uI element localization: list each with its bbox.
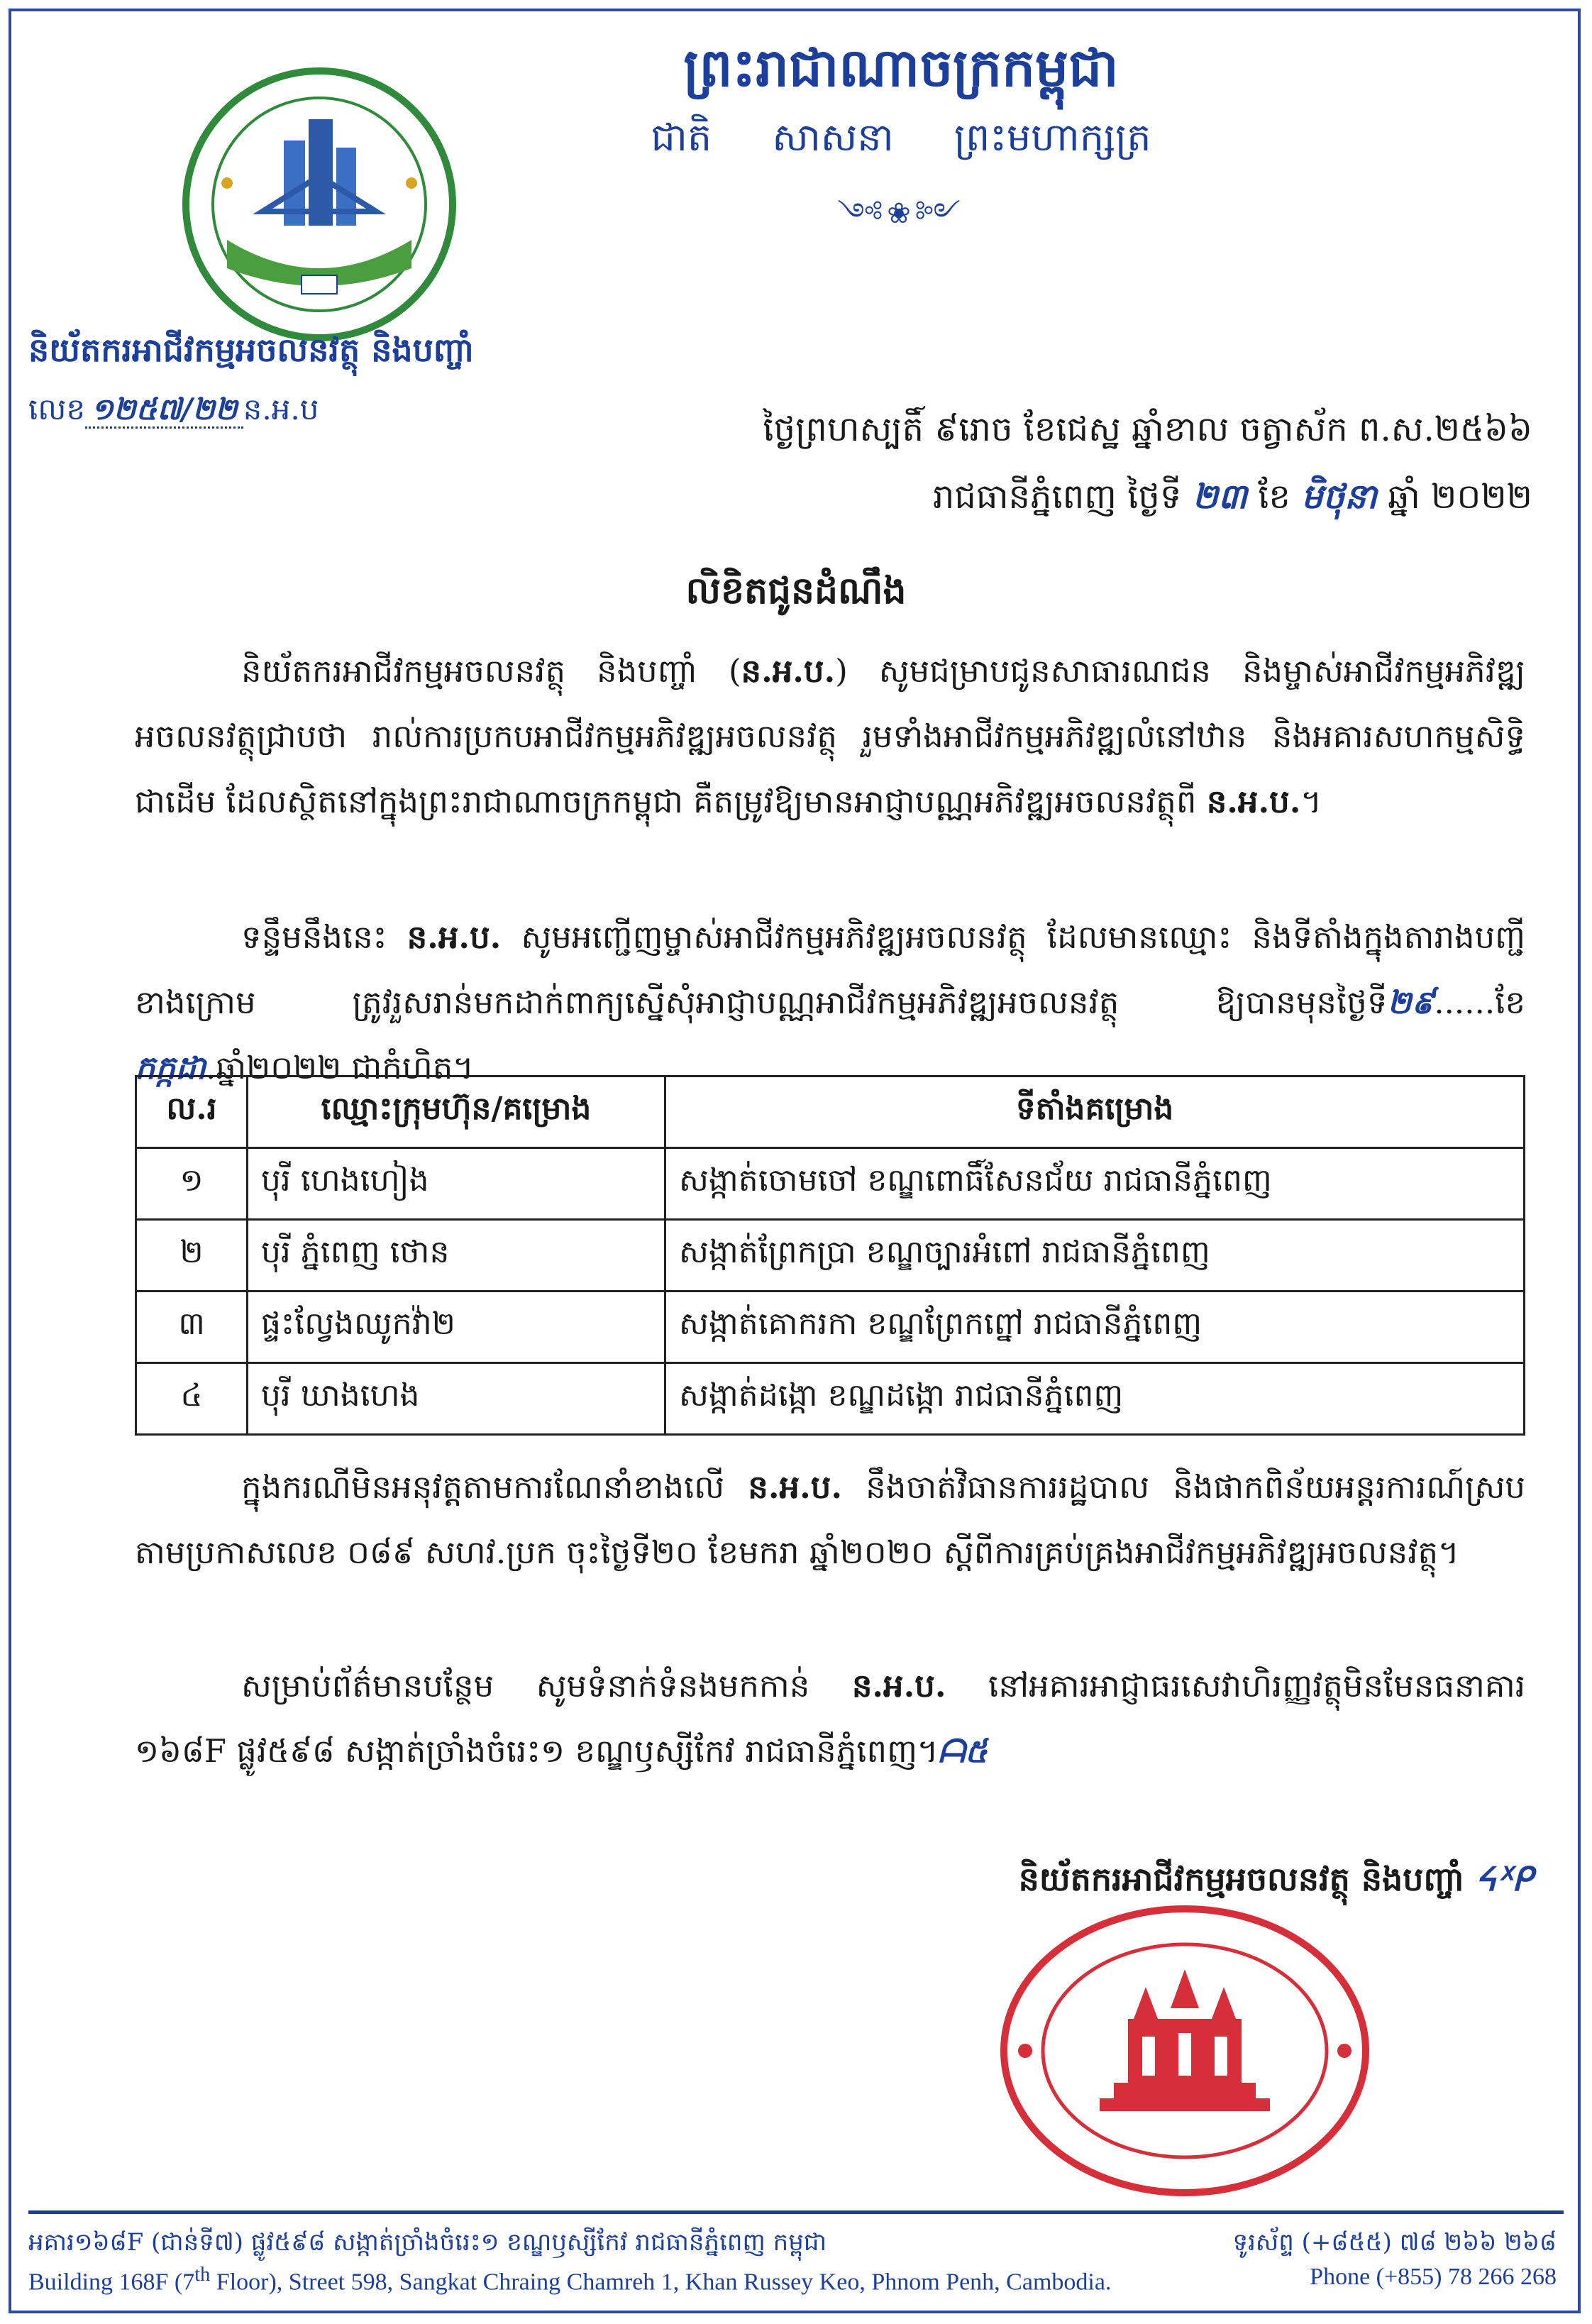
p3-abbr: ន.អ.ប.: [748, 1468, 842, 1506]
footer-divider: [28, 2210, 1564, 2214]
official-red-seal-icon: [993, 1902, 1376, 2200]
ref-prefix: លេខ: [28, 392, 85, 426]
table-header-row: [136, 1076, 1525, 1148]
handwritten-initial: ᗩ៥: [938, 1732, 988, 1770]
cell-name: បុរី ហេងហៀង: [248, 1148, 665, 1220]
p1-abbr-2: ន.អ.ប.: [1206, 783, 1301, 820]
motto-religion: សាសនា: [772, 115, 894, 160]
table-row: [136, 1363, 1525, 1435]
civil-date-year: ឆ្នាំ ២០២២: [1388, 477, 1532, 517]
ornament-divider: ༺❀༻: [837, 197, 965, 230]
col-header-location: ទីតាំងគម្រោង: [665, 1076, 1525, 1148]
p4-text-b: នៅអគារអាជ្ញាធរសេវាហិរញ្ញវត្ថុមិនមែនធនាគារ ១៦៨F ផ្លូវ៥៩៨ សង្កាត់ច្រាំងចំរេះ១ ខណ្ឌឫស្សីកែវ រាជធានីភ្នំពេញ។: [135, 1667, 1526, 1770]
p3-text-a: ក្នុងករណីមិនអនុវត្តតាមការណែនាំខាងលើ: [241, 1468, 748, 1506]
cell-name: ផ្ទះល្វែងឈូកវ៉ា២: [248, 1292, 665, 1363]
p1-text-b: ) សូមជម្រាបជូនសាធារណជន និងម្ចាស់អាជីវកម្មអភិវឌ្ឍអចលនវត្ថុជ្រាបថា រាល់ការប្រកបអាជីវកម្មអភិវឌ្ឍអចលនវត្ថុ រួមទាំងអាជីវកម្មអភិវឌ្ឍលំនៅឋាន និងអគារសហកម្មសិទ្ធិជាដើម ដែលស្ថិតនៅក្នុងព្រះរាជាណាចក្រកម្ពុជា គឺតម្រូវឱ្យមានអាជ្ញាបណ្ណអភិវឌ្ឍអចលនវត្ថុពី: [135, 652, 1525, 820]
cell-no: ២: [136, 1220, 248, 1292]
civil-date-prefix: រាជធានីភ្នំពេញ ថ្ងៃទី: [932, 477, 1182, 517]
national-motto: [582, 114, 1220, 170]
table-row: [136, 1220, 1525, 1292]
cell-location: សង្កាត់គោករកា ខណ្ឌព្រែកព្នៅ រាជធានីភ្នំពេញ: [665, 1292, 1525, 1363]
p1-text-a: និយ័តករអាជីវកម្មអចលនវត្ថុ និងបញ្ចាំ (: [241, 652, 741, 690]
paragraph-3: [135, 1455, 1525, 1585]
p1-end: ។: [1300, 783, 1322, 820]
paragraph-2: [135, 905, 1525, 1101]
cell-location: សង្កាត់ព្រែកប្រា ខណ្ឌច្បារអំពៅ រាជធានីភ្នំពេញ: [665, 1220, 1525, 1292]
ref-suffix: ន.អ.ប: [243, 392, 319, 426]
footer-address-km: អគារ១៦៨F (ជាន់ទី៧) ផ្លូវ៥៩៨ សង្កាត់ច្រាំងចំរេះ១ ខណ្ឌឫស្សីកែវ រាជធានីភ្នំពេញ កម្ពុជា: [28, 2228, 827, 2257]
signatory-org: [823, 1859, 1532, 1907]
civil-date: [610, 475, 1532, 525]
org-logo-icon: [177, 62, 461, 346]
p1-abbr: ន.អ.ប.: [741, 652, 836, 690]
table-row: [136, 1148, 1525, 1220]
footer-phone-en: Phone (+855) 78 266 268: [1310, 2264, 1557, 2290]
table-row: [136, 1292, 1525, 1363]
p2-abbr: ន.អ.ប.: [407, 918, 502, 956]
p4-abbr: ន.អ.ប.: [851, 1667, 946, 1705]
motto-king: ព្រះមហាក្សត្រ: [953, 115, 1151, 160]
notice-title: លិខិតជូនដំណឹង: [685, 569, 907, 612]
cell-name: បុរី ឃាងហេង: [248, 1363, 665, 1435]
developer-table: [135, 1075, 1525, 1436]
cell-no: ៣: [136, 1292, 248, 1363]
footer-phone-km: ទូរស័ព្ទ (+៨៥៥) ៧៨ ២៦៦ ២៦៨: [1232, 2228, 1557, 2257]
p4-text-a: សម្រាប់ព័ត៌មានបន្ថែម សូមទំនាក់ទំនងមកកាន់: [241, 1667, 852, 1705]
p2-text-a: ទន្ទឹមនឹងនេះ: [241, 918, 407, 956]
document-page: [28, 21, 1564, 2299]
cell-no: ៤: [136, 1363, 248, 1435]
civil-month-label: ខែ: [1258, 477, 1290, 517]
cell-no: ១: [136, 1148, 248, 1220]
p2-text-b: សូមអញ្ជើញម្ចាស់អាជីវកម្មអភិវឌ្ឍអចលនវត្ថុ ដែលមានឈ្មោះ និងទីតាំងក្នុងតារាងបញ្ជីខាងក្រោម ត្រូវរួសរាន់មកដាក់ពាក្យស្នើសុំអាជ្ញាបណ្ណអាជីវកម្មអភិវឌ្ឍអចលនវត្ថុ ឱ្យបានមុនថ្ងៃទី: [135, 918, 1525, 1021]
ref-handwritten-number: ១២៥៧/២២: [85, 392, 243, 429]
paragraph-4: [135, 1653, 1525, 1784]
p2-month-label: ......ខែ: [1434, 984, 1525, 1021]
cell-name: បុរី ភ្នំពេញ ថោន: [248, 1220, 665, 1292]
issuing-org-name: និយ័តករអាជីវកម្មអចលនវត្ថុ និងបញ្ចាំ: [28, 331, 475, 369]
motto-nation: ជាតិ: [651, 115, 712, 160]
civil-date-month: មិថុនា: [1301, 477, 1377, 517]
paragraph-1: [135, 639, 1525, 835]
p2-deadline-day: ២៩: [1387, 984, 1435, 1021]
address-en-part-a: Building 168F (7: [28, 2269, 195, 2296]
address-en-sup: th: [194, 2264, 211, 2286]
col-header-no: ល.រ: [136, 1076, 248, 1148]
lunar-date: ថ្ងៃព្រហស្បតិ៍ ៩រោច ខែជេស្ឋ ឆ្នាំខាល ចត្វាស័ក ព.ស.២៥៦៦: [763, 409, 1532, 449]
footer-address-en: [28, 2264, 1111, 2296]
p2-deadline-month: កក្កដា: [135, 1049, 206, 1086]
p2-text-c: .ឆ្នាំ២០២២ ជាកំហិត។: [205, 1049, 474, 1086]
signatory-org-name: និយ័តករអាជីវកម្មអចលនវត្ថុ និងបញ្ចាំ: [1018, 1860, 1464, 1898]
cell-location: សង្កាត់ដង្កោ ខណ្ឌដង្កោ រាជធានីភ្នំពេញ: [665, 1363, 1525, 1435]
signature-scribble: ᔦᕽᑭ: [1475, 1860, 1532, 1898]
address-en-part-b: Floor), Street 598, Sangkat Chraing Chamreh 1, Khan Russey Keo, Phnom Penh, Cambodia.: [210, 2269, 1112, 2296]
civil-date-day: ២៣: [1192, 477, 1247, 517]
p3-text-b: នឹងចាត់វិធានការរដ្ឋបាល និងផាកពិន័យអន្តរការណ៍ស្របតាមប្រកាសលេខ ០៨៩ សហវ.ប្រក ចុះថ្ងៃទី២០ ខែមករា ឆ្នាំ២០២០ ស្តីពីការគ្រប់គ្រងអាជីវកម្មអភិវឌ្ឍអចលនវត្ថុ។: [135, 1468, 1525, 1571]
cell-location: សង្កាត់ចោមចៅ ខណ្ឌពោធិ៍សែនជ័យ រាជធានីភ្នំពេញ: [665, 1148, 1525, 1220]
col-header-name: ឈ្មោះក្រុមហ៊ុន/គម្រោង: [248, 1076, 665, 1148]
kingdom-heading: ព្រះរាជាណាចក្រកម្ពុជា: [683, 38, 1119, 99]
reference-number: [28, 390, 568, 434]
